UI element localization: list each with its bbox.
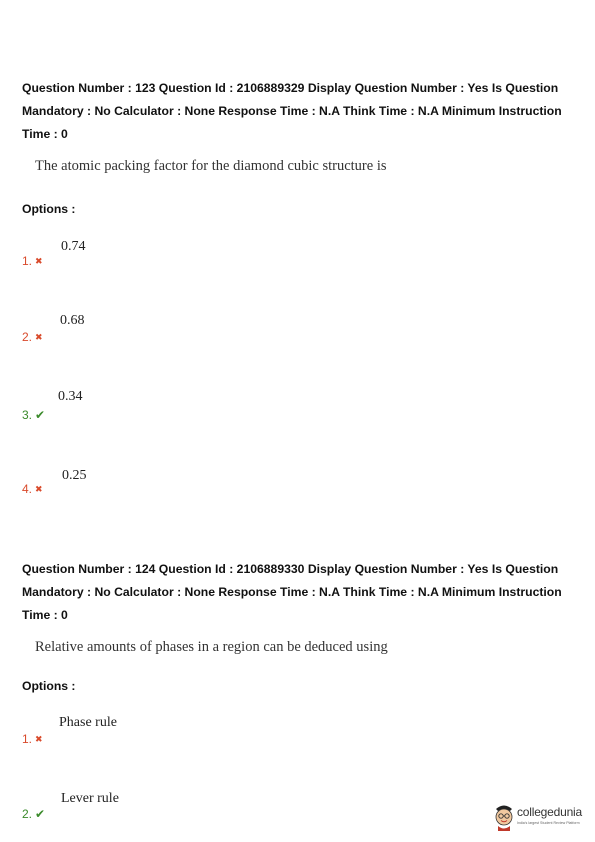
- option-number: 3. ✔: [22, 408, 46, 422]
- option-number: 1. ✖: [22, 732, 43, 746]
- option-number: 4. ✖: [22, 482, 43, 496]
- option-value: Lever rule: [61, 791, 119, 806]
- option-value: 0.34: [58, 389, 83, 404]
- cross-icon: ✖: [35, 256, 43, 266]
- check-icon: ✔: [35, 408, 46, 422]
- option-value: Phase rule: [59, 715, 117, 730]
- question-meta-line: Question Number : 123 Question Id : 2106889329 Display Question Number : Yes Is Question: [22, 81, 559, 95]
- cross-icon: ✖: [35, 734, 43, 744]
- question-text: The atomic packing factor for the diamond cubic structure is: [35, 158, 387, 174]
- cross-icon: ✖: [35, 332, 43, 342]
- option-number: 2. ✔: [22, 807, 46, 821]
- logo-wordmark: collegedunia: [517, 805, 582, 819]
- logo-tagline: India's largest Student Review Platform: [517, 821, 580, 825]
- option-value: 0.74: [61, 239, 86, 254]
- options-label: Options :: [22, 679, 76, 693]
- question-meta-line: Question Number : 124 Question Id : 2106889330 Display Question Number : Yes Is Question: [22, 562, 559, 576]
- check-icon: ✔: [35, 807, 46, 821]
- question-meta-line: Mandatory : No Calculator : None Response Time : N.A Think Time : N.A Minimum Instruction: [22, 104, 562, 118]
- question-meta-line: Time : 0: [22, 127, 68, 141]
- option-number: 1. ✖: [22, 254, 43, 268]
- question-meta-line: Mandatory : No Calculator : None Response Time : N.A Think Time : N.A Minimum Instruction: [22, 585, 562, 599]
- option-value: 0.68: [60, 313, 85, 328]
- option-number: 2. ✖: [22, 330, 43, 344]
- question-text: Relative amounts of phases in a region can be deduced using: [35, 639, 388, 655]
- question-123-meta: [22, 77, 582, 146]
- student-mascot-icon: [492, 801, 516, 831]
- options-label: Options :: [22, 202, 76, 216]
- cross-icon: ✖: [35, 484, 43, 494]
- collegedunia-logo: [492, 800, 592, 836]
- question-meta-line: Time : 0: [22, 608, 68, 622]
- question-124-meta: [22, 558, 582, 627]
- option-value: 0.25: [62, 468, 87, 483]
